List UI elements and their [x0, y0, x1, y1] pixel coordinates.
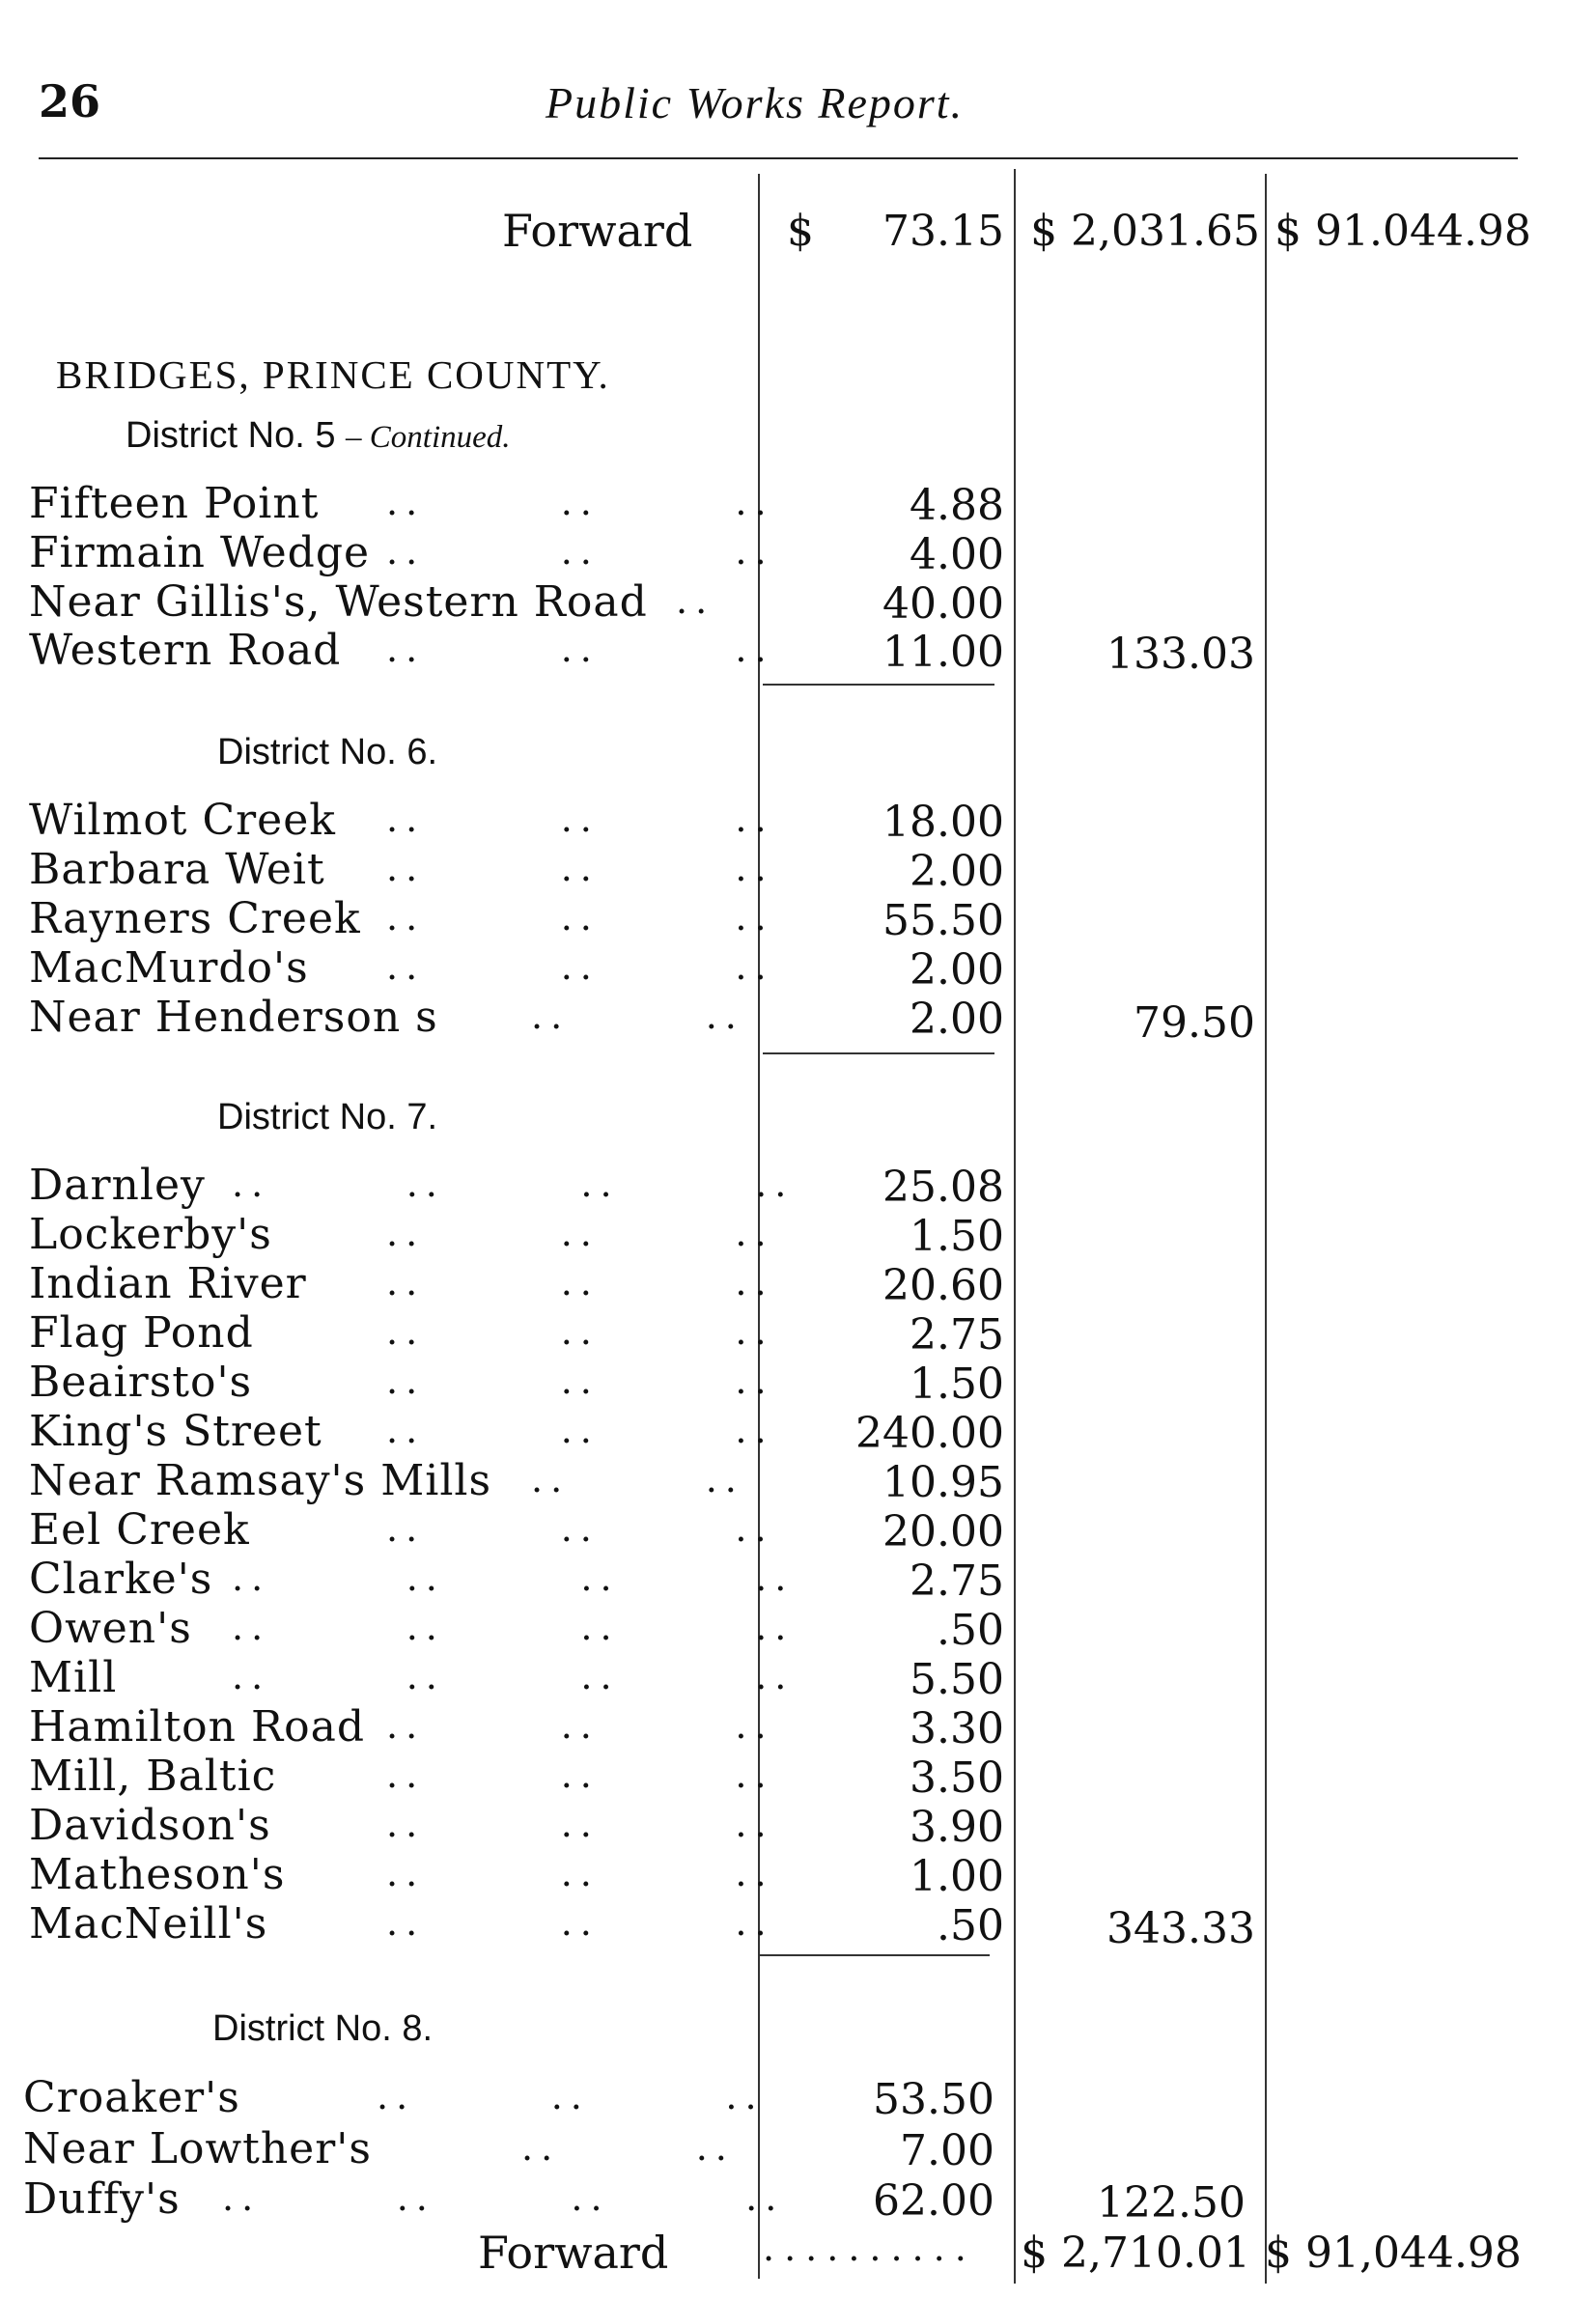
- column-rule-2: [1014, 169, 1016, 2284]
- list-item-amount: 1.50: [910, 1360, 1004, 1409]
- list-item-amount: 3.90: [910, 1803, 1004, 1852]
- list-item-amount: 10.95: [882, 1458, 1004, 1507]
- list-item-amount: .50: [937, 1606, 1004, 1655]
- leader-dots: .. .. ..: [386, 1507, 774, 1550]
- forward-top-col1-symbol: $: [787, 207, 814, 256]
- list-item-amount: 40.00: [882, 579, 1004, 629]
- list-item-amount: 2.00: [910, 847, 1004, 896]
- list-item-name: Western Road: [29, 626, 342, 675]
- leader-dots: .. .. ..: [386, 1852, 774, 1894]
- leader-dots: .. .. ..: [386, 1704, 774, 1747]
- district-7-heading: District No. 7.: [217, 1097, 438, 1137]
- leader-dots: .. .. .. ..: [232, 1655, 795, 1697]
- subtotal-rule: [763, 1052, 994, 1054]
- leader-dots: .. .. .. ..: [232, 1163, 795, 1205]
- forward-bottom-label: Forward: [478, 2227, 669, 2279]
- forward-top-col3: $ 91.044.98: [1274, 207, 1531, 256]
- district-title: District No. 5: [126, 415, 336, 456]
- leader-dots: .. .. ..: [386, 481, 774, 523]
- list-item-name: Owen's: [29, 1604, 192, 1653]
- list-item-name: Flag Pond: [29, 1308, 254, 1358]
- list-item-name: Near Ramsay's Mills: [29, 1456, 492, 1505]
- forward-bottom-col2: $ 2,710.01: [1021, 2229, 1250, 2278]
- list-item-name: Fifteen Point: [29, 479, 320, 528]
- leader-dots: .. .. .. ..: [232, 1606, 795, 1648]
- list-item-name: Clarke's: [29, 1555, 213, 1604]
- subtotal-rule: [763, 684, 994, 686]
- forward-top-label: Forward: [502, 205, 693, 257]
- running-title: Public Works Report.: [546, 78, 965, 127]
- list-item-amount: 240.00: [855, 1409, 1004, 1458]
- list-item-name: Duffy's: [23, 2174, 181, 2224]
- list-item-name: Croaker's: [23, 2073, 240, 2122]
- leader-dots: .. .. ..: [386, 1261, 774, 1304]
- list-item-name: Near Henderson s: [29, 993, 438, 1042]
- list-item-amount: 7.00: [900, 2126, 994, 2175]
- list-item-amount: 1.00: [910, 1852, 1004, 1901]
- leader-dots: .. .. .. ..: [222, 2176, 785, 2219]
- list-item-amount: 1.50: [910, 1212, 1004, 1261]
- list-item-amount: 25.08: [882, 1163, 1004, 1212]
- list-item-name: Matheson's: [29, 1850, 286, 1899]
- leader-dots: .. .. ..: [386, 1212, 774, 1254]
- list-item-amount: 2.00: [910, 995, 1004, 1044]
- district-subtotal: 122.50: [1097, 2178, 1246, 2228]
- list-item-amount: 20.00: [882, 1507, 1004, 1556]
- list-item-name: Barbara Weit: [29, 845, 325, 894]
- district-6-heading: District No. 6.: [217, 732, 438, 772]
- section-heading: BRIDGES, PRINCE COUNTY.: [56, 352, 610, 397]
- list-item-name: Firmain Wedge: [29, 528, 371, 577]
- list-item-name: Near Gillis's, Western Road: [29, 577, 648, 627]
- list-item-amount: 11.00: [882, 628, 1004, 677]
- list-item-amount: 3.30: [910, 1704, 1004, 1753]
- list-item-name: Rayners Creek: [29, 894, 361, 943]
- leader-dots: .. .. ..: [386, 1310, 774, 1353]
- leader-dots: .. .. ..: [386, 945, 774, 988]
- list-item-amount: 18.00: [882, 798, 1004, 847]
- list-item-name: Lockerby's: [29, 1210, 272, 1259]
- page-number: 26: [39, 75, 101, 127]
- list-item-name: Near Lowther's: [23, 2124, 372, 2173]
- leader-dots: .. .. ..: [386, 798, 774, 840]
- list-item-amount: 20.60: [882, 1261, 1004, 1310]
- list-item-name: Mill, Baltic: [29, 1752, 277, 1801]
- list-item-amount: 5.50: [910, 1655, 1004, 1704]
- list-item-amount: 3.50: [910, 1753, 1004, 1803]
- column-rule-3: [1265, 174, 1267, 2284]
- list-item-name: King's Street: [29, 1407, 322, 1456]
- leader-dots: ..: [676, 579, 715, 622]
- leader-dots: .. ..: [521, 2126, 735, 2169]
- list-item-amount: 4.00: [910, 530, 1004, 579]
- leader-dots: .. ..: [531, 1458, 744, 1500]
- list-item-name: Mill: [29, 1653, 118, 1702]
- district-subtotal: 133.03: [1106, 630, 1255, 679]
- list-item-name: Darnley: [29, 1161, 206, 1210]
- leader-dots: .. .. ..: [386, 1409, 774, 1451]
- list-item-name: Indian River: [29, 1259, 307, 1308]
- leader-dots: .. .. ..: [386, 530, 774, 573]
- leader-dots: .. .. ..: [386, 1753, 774, 1796]
- district-subtotal: 343.33: [1106, 1904, 1255, 1953]
- list-item-name: MacNeill's: [29, 1899, 268, 1949]
- header-rule: [39, 157, 1518, 159]
- forward-bottom-leader: ..........: [763, 2227, 976, 2269]
- list-item-name: Eel Creek: [29, 1505, 250, 1555]
- subtotal-rule: [758, 1954, 990, 1956]
- list-item-amount: 55.50: [882, 896, 1004, 945]
- list-item-name: Wilmot Creek: [29, 796, 336, 845]
- forward-top-col2: $ 2,031.65: [1030, 207, 1260, 256]
- leader-dots: .. ..: [531, 995, 744, 1037]
- list-item-name: Beairsto's: [29, 1358, 253, 1407]
- list-item-amount: 2.00: [910, 945, 1004, 995]
- list-item-amount: 2.75: [910, 1556, 1004, 1606]
- leader-dots: .. .. ..: [377, 2075, 765, 2117]
- forward-top-col1-amount: 73.15: [882, 207, 1004, 256]
- leader-dots: .. .. .. ..: [232, 1556, 795, 1599]
- district-subtotal: 79.50: [1134, 998, 1255, 1048]
- leader-dots: .. .. ..: [386, 1360, 774, 1402]
- district-8-heading: District No. 8.: [212, 2008, 434, 2049]
- leader-dots: .. .. ..: [386, 847, 774, 889]
- list-item-name: MacMurdo's: [29, 943, 309, 993]
- list-item-amount: .50: [937, 1901, 1004, 1950]
- list-item-name: Davidson's: [29, 1801, 271, 1850]
- leader-dots: .. .. ..: [386, 628, 774, 670]
- list-item-amount: 53.50: [873, 2075, 994, 2124]
- forward-bottom-col3: $ 91,044.98: [1265, 2229, 1522, 2278]
- list-item-name: Hamilton Road: [29, 1702, 365, 1752]
- list-item-amount: 4.88: [910, 481, 1004, 530]
- list-item-amount: 62.00: [873, 2176, 994, 2226]
- leader-dots: .. .. ..: [386, 896, 774, 939]
- leader-dots: .. .. ..: [386, 1803, 774, 1845]
- list-item-amount: 2.75: [910, 1310, 1004, 1360]
- continued-note: – Continued.: [346, 420, 511, 455]
- district-5-heading: [126, 415, 511, 457]
- leader-dots: .. .. ..: [386, 1901, 774, 1944]
